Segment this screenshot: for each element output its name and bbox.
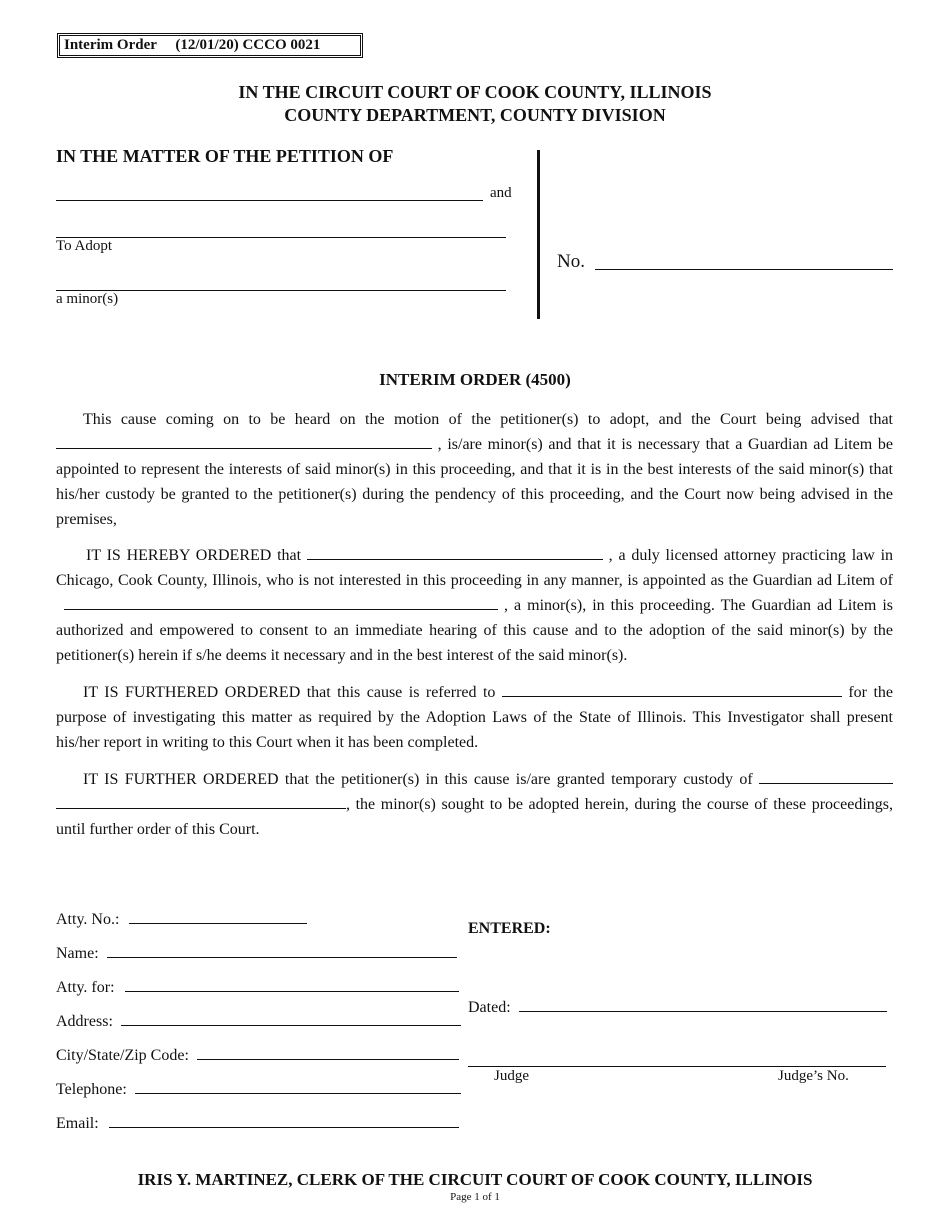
atty-for-input[interactable] xyxy=(125,975,459,992)
page-number: Page 1 of 1 xyxy=(450,1191,500,1203)
petitioner-2-line[interactable] xyxy=(56,237,506,238)
investigator-blank[interactable] xyxy=(502,680,842,697)
paragraph-4-rest: , the minor(s) sought to be adopted herein, during the course of these proceedings, until further order of this Court. xyxy=(56,796,893,838)
name-label: Name: xyxy=(56,945,99,962)
telephone-input[interactable] xyxy=(135,1077,461,1094)
paragraph-2-rest: , a minor(s), in this proceeding. The Guardian ad Litem is authorized and empowered to consent to an immediate hearing of this cause and to the adoption of the said minor(s) by the petitioner(s) herein if s/he deems it necessary and in the best interest of the said minor(s). xyxy=(56,597,894,664)
paragraph-1 xyxy=(56,407,893,532)
atty-no-label: Atty. No.: xyxy=(56,911,120,928)
custody-minor-blank-1[interactable] xyxy=(759,767,893,784)
paragraph-3-rest: for the purpose of investigating this matter as required by the Adoption Laws of the State of Illinois. This Investigator shall present his/her report in writing to this Court when it has been completed. xyxy=(56,684,894,751)
judge-signature-line[interactable] xyxy=(468,1066,886,1067)
order-title: INTERIM ORDER (4500) xyxy=(379,370,571,389)
court-division: COUNTY DEPARTMENT, COUNTY DIVISION xyxy=(284,105,666,125)
telephone-label: Telephone: xyxy=(56,1081,127,1098)
ward-name-blank[interactable] xyxy=(64,593,498,610)
address-label: Address: xyxy=(56,1013,113,1030)
case-number-label: No. xyxy=(557,251,585,272)
entered-label: ENTERED: xyxy=(468,920,551,937)
atty-no-input[interactable] xyxy=(129,907,307,924)
judge-label: Judge xyxy=(494,1068,529,1084)
petitioner-1-line[interactable] xyxy=(56,200,483,201)
judge-number-label: Judge’s No. xyxy=(778,1068,849,1084)
telephone-field xyxy=(56,1077,461,1099)
address-field xyxy=(56,1009,461,1031)
paragraph-4-start: IT IS FURTHER ORDERED that the petitioner(s) in this cause is/are granted temporary custody of xyxy=(83,771,753,788)
city-input[interactable] xyxy=(197,1043,459,1060)
case-number-line[interactable] xyxy=(595,269,893,270)
paragraph-2-mid: , a duly licensed attorney practicing law in Chicago, Cook County, Illinois, who is not interested in this proceeding in any manner, is appointed as the Guardian ad Litem of xyxy=(56,547,894,589)
name-field xyxy=(56,941,457,963)
dated-field xyxy=(468,995,887,1017)
address-input[interactable] xyxy=(121,1009,461,1026)
paragraph-1-rest: , is/are minor(s) and that it is necessary that a Guardian ad Litem be appointed to represent the interests of said minor(s) in this proceeding, and that it is in the best interests of the said minor(s) that his/her custody be granted to the petitioner(s) during the pendency of this proceeding, and the Court now being advised in the premises, xyxy=(56,436,893,528)
paragraph-3 xyxy=(56,680,893,755)
atty-no-field xyxy=(56,907,307,929)
email-field xyxy=(56,1111,459,1133)
city-label: City/State/Zip Code: xyxy=(56,1047,189,1064)
guardian-name-blank[interactable] xyxy=(307,543,603,560)
court-name: IN THE CIRCUIT COURT OF COOK COUNTY, ILLINOIS xyxy=(238,82,712,102)
form-id-code: (12/01/20) CCCO 0021 xyxy=(175,37,321,53)
minor-label: a minor(s) xyxy=(56,291,119,307)
email-label: Email: xyxy=(56,1115,99,1132)
minor-name-line[interactable] xyxy=(56,290,506,291)
name-input[interactable] xyxy=(107,941,457,958)
city-field xyxy=(56,1043,459,1065)
form-id-box xyxy=(57,33,363,58)
paragraph-2 xyxy=(56,543,893,668)
dated-input[interactable] xyxy=(519,995,887,1012)
paragraph-1-start: This cause coming on to be heard on the motion of the petitioner(s) to adopt, and the Court being advised that xyxy=(83,411,893,428)
atty-for-label: Atty. for: xyxy=(56,979,115,996)
matter-heading: IN THE MATTER OF THE PETITION OF xyxy=(56,146,394,166)
clerk-footer: IRIS Y. MARTINEZ, CLERK OF THE CIRCUIT COURT OF COOK COUNTY, ILLINOIS xyxy=(137,1170,813,1189)
custody-minor-blank-2[interactable] xyxy=(56,792,346,809)
and-label: and xyxy=(490,185,512,201)
paragraph-2-start: IT IS HEREBY ORDERED that xyxy=(86,547,302,564)
atty-for-field xyxy=(56,975,459,997)
to-adopt-label: To Adopt xyxy=(56,238,113,254)
minor-names-blank[interactable] xyxy=(56,432,432,449)
paragraph-3-start: IT IS FURTHERED ORDERED that this cause is referred to xyxy=(83,684,496,701)
email-input[interactable] xyxy=(109,1111,459,1128)
caption-divider xyxy=(537,150,540,319)
dated-label: Dated: xyxy=(468,999,511,1016)
form-id-title: Interim Order xyxy=(64,37,157,53)
paragraph-4 xyxy=(56,767,893,842)
